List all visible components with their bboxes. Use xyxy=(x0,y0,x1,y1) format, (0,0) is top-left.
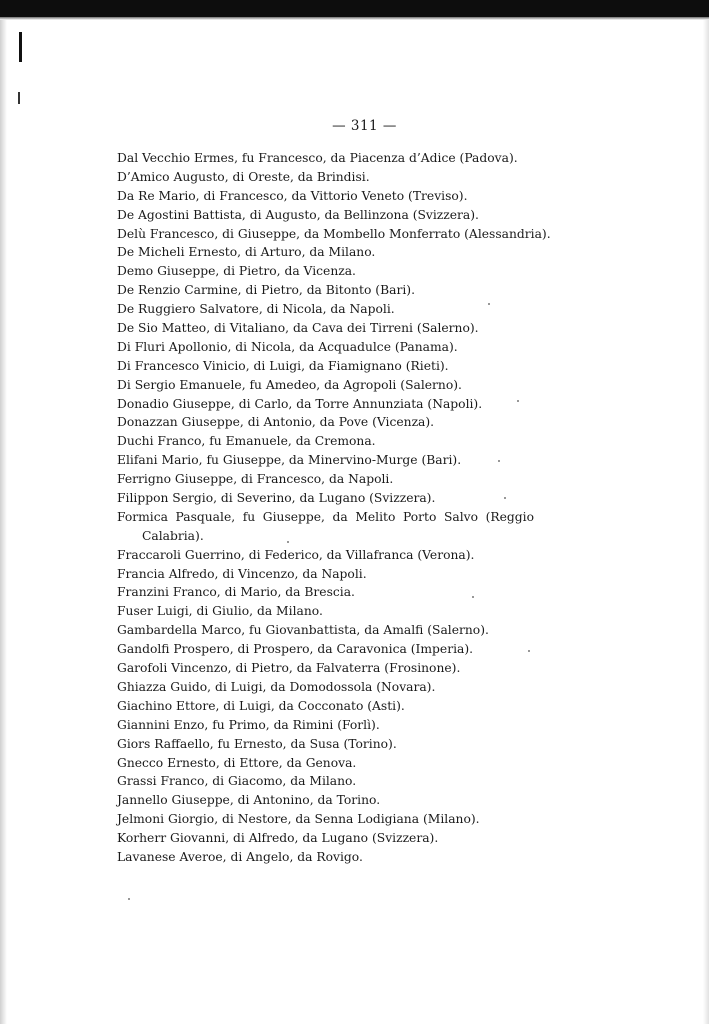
list-item: Ferrigno Giuseppe, di Francesco, da Napoli. xyxy=(117,472,394,487)
scan-speck xyxy=(472,596,474,598)
scan-speck xyxy=(517,400,519,402)
binding-mark xyxy=(19,32,22,62)
scan-speck xyxy=(488,303,490,305)
list-item: Gambardella Marco, fu Giovanbattista, da Amalfi (Salerno). xyxy=(117,623,489,638)
list-item: De Sio Matteo, di Vitaliano, da Cava dei Tirreni (Salerno). xyxy=(117,321,479,336)
scan-speck xyxy=(528,650,530,652)
name-list xyxy=(117,149,551,867)
list-item: Da Re Mario, di Francesco, da Vittorio Veneto (Treviso). xyxy=(117,188,468,203)
scan-top-border xyxy=(0,0,709,17)
list-item: Dal Vecchio Ermes, fu Francesco, da Piacenza d’Adice (Padova). xyxy=(117,151,518,165)
scan-speck xyxy=(504,497,506,499)
scan-speck xyxy=(128,898,130,900)
list-item-continuation: Calabria). xyxy=(142,528,204,543)
list-item: Giannini Enzo, fu Primo, da Rimini (Forlì). xyxy=(117,717,380,732)
scan-speck xyxy=(498,460,500,462)
list-item: Gnecco Ernesto, di Ettore, da Genova. xyxy=(117,755,357,770)
list-item: Giors Raffaello, fu Ernesto, da Susa (Torino). xyxy=(117,736,397,751)
list-item: Delù Francesco, di Giuseppe, da Mombello Monferrato (Alessandria). xyxy=(117,226,551,241)
list-item: Lavanese Averoe, di Angelo, da Rovigo. xyxy=(117,849,363,864)
page-number: — 311 — xyxy=(332,118,397,134)
list-item: Fraccaroli Guerrino, di Federico, da Villafranca (Verona). xyxy=(117,547,475,562)
scan-right-edge xyxy=(703,20,709,1024)
list-item: Demo Giuseppe, di Pietro, da Vicenza. xyxy=(117,264,356,279)
list-item: Formica Pasquale, fu Giuseppe, da Melito Porto Salvo (Reggio xyxy=(117,509,534,524)
list-item: D’Amico Augusto, di Oreste, da Brindisi. xyxy=(117,169,370,184)
list-item: Filippon Sergio, di Severino, da Lugano (Svizzera). xyxy=(117,491,436,506)
list-item: Elifani Mario, fu Giuseppe, da Minervino-Murge (Bari). xyxy=(117,453,462,468)
list-item: Garofoli Vincenzo, di Pietro, da Falvaterra (Frosinone). xyxy=(117,661,461,676)
list-item: Franzini Franco, di Mario, da Brescia. xyxy=(117,585,355,600)
list-item: Di Francesco Vinicio, di Luigi, da Fiamignano (Rieti). xyxy=(117,358,449,373)
list-item: Grassi Franco, di Giacomo, da Milano. xyxy=(117,774,357,789)
scan-left-edge xyxy=(0,20,7,1024)
list-item: De Agostini Battista, di Augusto, da Bellinzona (Svizzera). xyxy=(117,207,479,222)
list-item: Francia Alfredo, di Vincenzo, da Napoli. xyxy=(117,566,367,581)
list-item: Di Fluri Apollonio, di Nicola, da Acquadulce (Panama). xyxy=(117,339,458,354)
list-item: Korherr Giovanni, di Alfredo, da Lugano (Svizzera). xyxy=(117,831,439,846)
binding-tick xyxy=(18,92,20,104)
list-item: Duchi Franco, fu Emanuele, da Cremona. xyxy=(117,434,376,449)
list-item: Donadio Giuseppe, di Carlo, da Torre Annunziata (Napoli). xyxy=(117,396,483,411)
list-item: De Ruggiero Salvatore, di Nicola, da Napoli. xyxy=(117,302,395,317)
list-item: Fuser Luigi, di Giulio, da Milano. xyxy=(117,604,323,619)
scan-top-shadow xyxy=(0,17,709,20)
list-item: Donazzan Giuseppe, di Antonio, da Pove (Vicenza). xyxy=(117,415,435,430)
scan-speck xyxy=(287,541,289,543)
list-item: Giachino Ettore, di Luigi, da Cocconato (Asti). xyxy=(117,698,405,713)
list-item: De Micheli Ernesto, di Arturo, da Milano. xyxy=(117,245,376,260)
list-item: De Renzio Carmine, di Pietro, da Bitonto (Bari). xyxy=(117,283,415,298)
list-item: Di Sergio Emanuele, fu Amedeo, da Agropoli (Salerno). xyxy=(117,377,462,392)
list-item: Ghiazza Guido, di Luigi, da Domodossola (Novara). xyxy=(117,679,436,694)
list-item: Jannello Giuseppe, di Antonino, da Torino. xyxy=(117,793,381,808)
list-item: Gandolfi Prospero, di Prospero, da Caravonica (Imperia). xyxy=(117,642,474,657)
list-item: Jelmoni Giorgio, di Nestore, da Senna Lodigiana (Milano). xyxy=(117,812,480,827)
